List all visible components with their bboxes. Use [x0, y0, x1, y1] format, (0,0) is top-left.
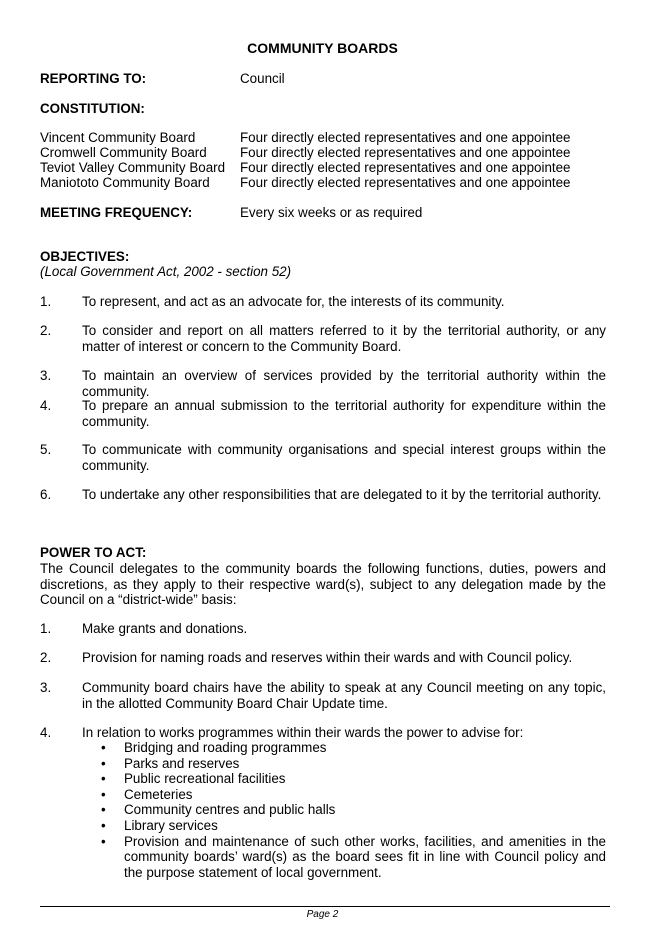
bullet-icon: • [101, 740, 106, 755]
board-name: Cromwell Community Board [40, 145, 207, 160]
power-to-act-heading: POWER TO ACT: [40, 545, 147, 560]
item-number: 4. [40, 725, 52, 740]
constitution-row [40, 130, 620, 146]
constitution-row [40, 145, 620, 161]
bullet-text: Community centres and public halls [124, 802, 336, 818]
item-number: 6. [40, 487, 52, 502]
bullet-icon: • [101, 802, 106, 818]
reporting-label: REPORTING TO: [40, 71, 147, 86]
list-item [82, 802, 606, 818]
bullet-icon: • [101, 833, 106, 849]
constitution-row [40, 175, 620, 191]
item-text: To undertake any other responsibilities that are delegated to it by the territorial authority. [82, 487, 602, 502]
item-number: 5. [40, 442, 52, 457]
item-number: 1. [40, 621, 52, 636]
board-composition: Four directly elected representatives and one appointee [240, 145, 571, 160]
list-item [82, 818, 606, 834]
item-text: To consider and report on all matters referred to it by the territorial authority, or any matter of interest or concern to the Community Board. [82, 323, 606, 354]
item-text: Community board chairs have the ability to speak at any Council meeting on any topic, in the allotted Community Board Chair Update time. [82, 680, 606, 711]
bullet-icon: • [101, 771, 106, 787]
item-text: To prepare an annual submission to the territorial authority for expenditure within the community. [82, 398, 606, 429]
list-item [82, 787, 606, 803]
board-composition: Four directly elected representatives and one appointee [240, 130, 571, 145]
board-name: Maniototo Community Board [40, 175, 210, 190]
item-number: 1. [40, 294, 52, 309]
power-to-act-intro: The Council delegates to the community boards the following functions, duties, powers and discretions, as they apply to their respective ward(s), subject to any delegation made by the Council on a “district-wide” basis: [40, 561, 606, 608]
item-text: To communicate with community organisations and special interest groups within the community. [82, 442, 606, 473]
item-number: 3. [40, 680, 52, 695]
bullet-icon: • [101, 755, 106, 771]
list-item [82, 740, 606, 756]
constitution-label: CONSTITUTION: [40, 101, 145, 116]
board-composition: Four directly elected representatives and one appointee [240, 175, 571, 190]
board-name: Teviot Valley Community Board [40, 160, 226, 175]
item-number: 4. [40, 398, 52, 413]
works-advice-list [82, 740, 606, 880]
list-item [82, 771, 606, 787]
bullet-text: Provision and maintenance of such other works, facilities, and amenities in the community boards’ ward(s) as the board sees fit in line with Council policy and the purpose statement of local government. [124, 833, 606, 880]
item-number: 2. [40, 650, 52, 665]
bullet-icon: • [101, 786, 106, 802]
board-composition: Four directly elected representatives and one appointee [240, 160, 571, 175]
item-number: 3. [40, 368, 52, 383]
list-item [82, 756, 606, 772]
item-text: To represent, and act as an advocate for, the interests of its community. [82, 294, 505, 309]
objectives-heading: OBJECTIVES: [40, 249, 130, 264]
bullet-icon: • [101, 817, 106, 833]
item-text: In relation to works programmes within their wards the power to advise for: [82, 725, 524, 740]
board-name: Vincent Community Board [40, 130, 196, 145]
meeting-frequency-value: Every six weeks or as required [240, 205, 423, 220]
item-number: 2. [40, 323, 52, 338]
bullet-text: Bridging and roading programmes [124, 740, 327, 755]
bullet-text: Cemeteries [124, 786, 193, 802]
constitution-row [40, 160, 620, 176]
footer-divider [40, 906, 610, 907]
item-text: To maintain an overview of services provided by the territorial authority within the community. [82, 368, 606, 399]
meeting-frequency-label: MEETING FREQUENCY: [40, 205, 193, 220]
bullet-text: Parks and reserves [124, 755, 240, 771]
page-title: COMMUNITY BOARDS [247, 40, 398, 56]
bullet-text: Public recreational facilities [124, 771, 286, 787]
list-item [82, 834, 606, 881]
reporting-value: Council [240, 71, 285, 86]
objectives-source: (Local Government Act, 2002 - section 52) [40, 264, 292, 279]
item-text: Make grants and donations. [82, 621, 248, 636]
bullet-text: Library services [124, 817, 218, 833]
page-number: Page 2 [306, 909, 339, 920]
item-text: Provision for naming roads and reserves within their wards and with Council policy. [82, 650, 573, 665]
